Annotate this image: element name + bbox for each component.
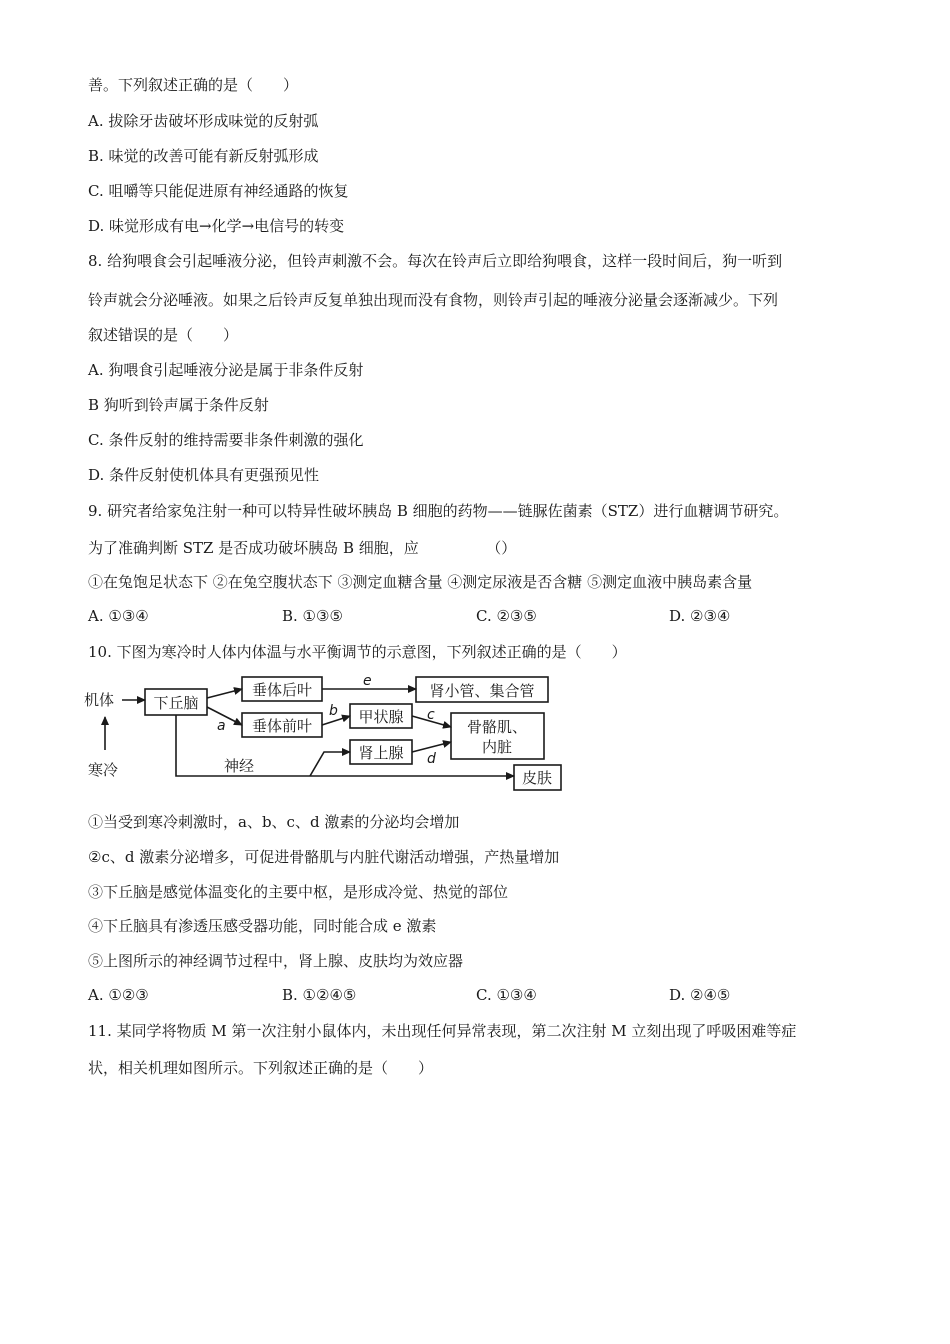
label-chuitiqianye: 垂体前叶 [251, 717, 313, 735]
q8-option-d: D. 条件反射使机体具有更强预见性 [88, 466, 320, 484]
q10-statement-1: ①当受到寒冷刺激时，a、b、c、d 激素的分泌均会增加 [88, 813, 460, 831]
q10-option-a: A. ①②③ [88, 986, 149, 1004]
q8-stem-line-3: 叙述错误的是（ ） [88, 326, 239, 344]
label-hanleng: 寒冷 [88, 761, 119, 779]
q11-stem-line-1: 11. 某同学将物质 M 第一次注射小鼠体内，未出现任何异常表现，第二次注射 M 立刻出现了呼吸困难等症 [88, 1022, 797, 1040]
q10-statement-5: ⑤上图所示的神经调节过程中，肾上腺、皮肤均为效应器 [88, 952, 464, 970]
label-pifu: 皮肤 [521, 769, 553, 787]
label-jiazhuangxian: 甲状腺 [358, 708, 404, 726]
label-shenshangxian: 肾上腺 [358, 744, 404, 762]
q9-option-c: C. ②③⑤ [476, 607, 537, 625]
q10-statement-4: ④下丘脑具有渗透压感受器功能，同时能合成 e 激素 [88, 917, 437, 935]
label-gugeji: 骨骼肌、 [466, 718, 528, 736]
q9-option-b: B. ①③⑤ [282, 607, 343, 625]
label-shenjing: 神经 [224, 757, 255, 775]
q9-option-d: D. ②③④ [669, 607, 731, 625]
q7-option-b: B. 味觉的改善可能有新反射弧形成 [88, 147, 319, 165]
label-neizang: 内脏 [481, 738, 513, 756]
q8-option-b: B 狗听到铃声属于条件反射 [88, 396, 269, 414]
regulation-diagram [84, 672, 564, 794]
q11-stem-line-2: 状，相关机理如图所示。下列叙述正确的是（ ） [88, 1059, 434, 1077]
q10-option-d: D. ②④⑤ [669, 986, 731, 1004]
q8-option-c: C. 条件反射的维持需要非条件刺激的强化 [88, 431, 364, 449]
label-a: a [217, 718, 226, 734]
q10-stem: 10. 下图为寒冷时人体内体温与水平衡调节的示意图，下列叙述正确的是（ ） [88, 643, 627, 661]
q10-option-b: B. ①②④⑤ [282, 986, 357, 1004]
q10-option-c: C. ①③④ [476, 986, 537, 1004]
label-c: c [427, 707, 435, 723]
q7-option-c: C. 咀嚼等只能促进原有神经通路的恢复 [88, 182, 349, 200]
q10-statement-2: ②c、d 激素分泌增多，可促进骨骼肌与内脏代谢活动增强，产热量增加 [88, 848, 560, 866]
label-jiti: 机体 [84, 691, 115, 709]
q9-stem-line-1: 9. 研究者给家兔注射一种可以特异性破坏胰岛 B 细胞的药物——链脲佐菌素（STZ）进行血糖调节研究。 [88, 502, 789, 520]
q8-option-a: A. 狗喂食引起唾液分泌是属于非条件反射 [88, 361, 364, 379]
q9-choices-line: ①在兔饱足状态下 ②在兔空腹状态下 ③测定血糖含量 ④测定尿液是否含糖 ⑤测定血液中胰岛素含量 [88, 573, 753, 591]
q8-stem-line-2: 铃声就会分泌唾液。如果之后铃声反复单独出现而没有食物，则铃声引起的唾液分泌量会逐渐减少。下列 [88, 291, 779, 309]
label-e: e [363, 673, 372, 689]
q7-option-a: A. 拔除牙齿破坏形成味觉的反射弧 [88, 112, 319, 130]
q7-option-d: D. 味觉形成有电→化学→电信号的转变 [88, 217, 345, 235]
label-d: d [427, 751, 436, 767]
q8-stem-line-1: 8. 给狗喂食会引起唾液分泌，但铃声刺激不会。每次在铃声后立即给狗喂食，这样一段时间后，狗一听到 [88, 252, 783, 270]
q7-stem-tail: 善。下列叙述正确的是（ ） [88, 76, 299, 94]
label-b: b [329, 703, 338, 719]
q10-statement-3: ③下丘脑是感觉体温变化的主要中枢，是形成冷觉、热觉的部位 [88, 883, 509, 901]
q9-stem-line-2: 为了准确判断 STZ 是否成功破坏胰岛 B 细胞，应 （） [88, 539, 517, 557]
q9-option-a: A. ①③④ [88, 607, 149, 625]
label-chuitihouye: 垂体后叶 [251, 681, 313, 699]
label-xiaqiunao: 下丘脑 [153, 694, 199, 712]
label-shenxiaoguan: 肾小管、集合管 [429, 682, 535, 700]
